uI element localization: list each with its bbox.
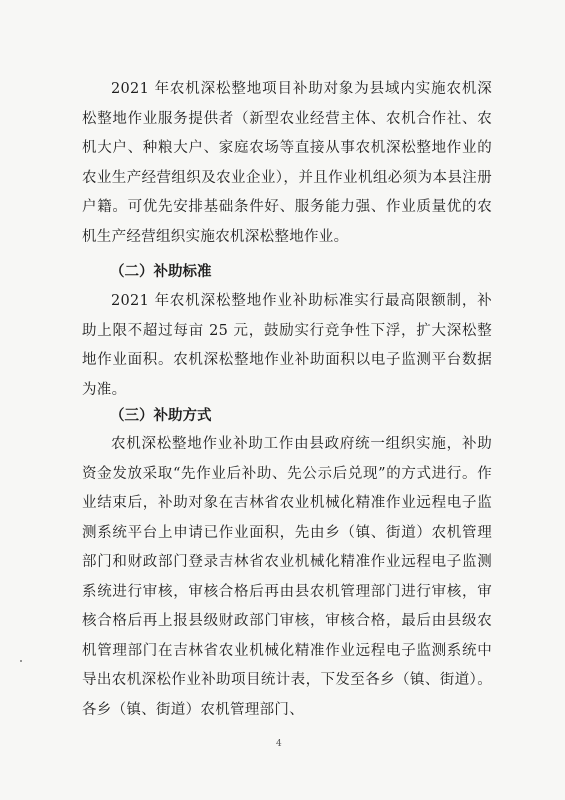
section-heading-subsidy-standard: （二）补助标准	[110, 264, 212, 280]
paragraph-subsidy-standard: 2021 年农机深松整地作业补助标准实行最高限额制，补助上限不超过每亩 25 元，鼓励实行竞争性下浮，扩大深松整地作业面积。农机深松整地作业补助面积以电子监测平台数据为准。	[82, 293, 492, 398]
scan-speck	[20, 660, 22, 662]
section-heading-subsidy-method: （三）补助方式	[110, 408, 212, 424]
page-number: 4	[276, 739, 282, 749]
paragraph-subsidy-method: 农机深松整地作业补助工作由县政府统一组织实施，补助资金发放采取“先作业后补助、先公示后兑现”的方式进行。作业结束后，补助对象在吉林省农业机械化精准作业远程电子监测系统平台上申请已作业面积，先由乡（镇、街道）农机管理部门和财政部门登录吉林省农业机械化精准作业远程电子监测系统进行审核，审核合格后再由县农机管理部门进行审核，审核合格后再上报县级财政部门审核，审核合格，最后由县级农机管理部门在吉林省农业机械化精准作业远程电子监测系统中导出农机深松作业补助项目统计表，下发至各乡（镇、街道）。各乡（镇、街道）农机管理部门、	[82, 436, 492, 718]
paragraph-subsidy-recipients: 2021 年农机深松整地项目补助对象为县域内实施农机深松整地作业服务提供者（新型农业经营主体、农机合作社、农机大户、种粮大户、家庭农场等直接从事农机深松整地作业的农业生产经营组织及农业企业），并且作业机组必须为本县注册户籍。可优先安排基础条件好、服务能力强、作业质量优的农机生产经营组织实施农机深松整地作业。	[82, 81, 492, 245]
